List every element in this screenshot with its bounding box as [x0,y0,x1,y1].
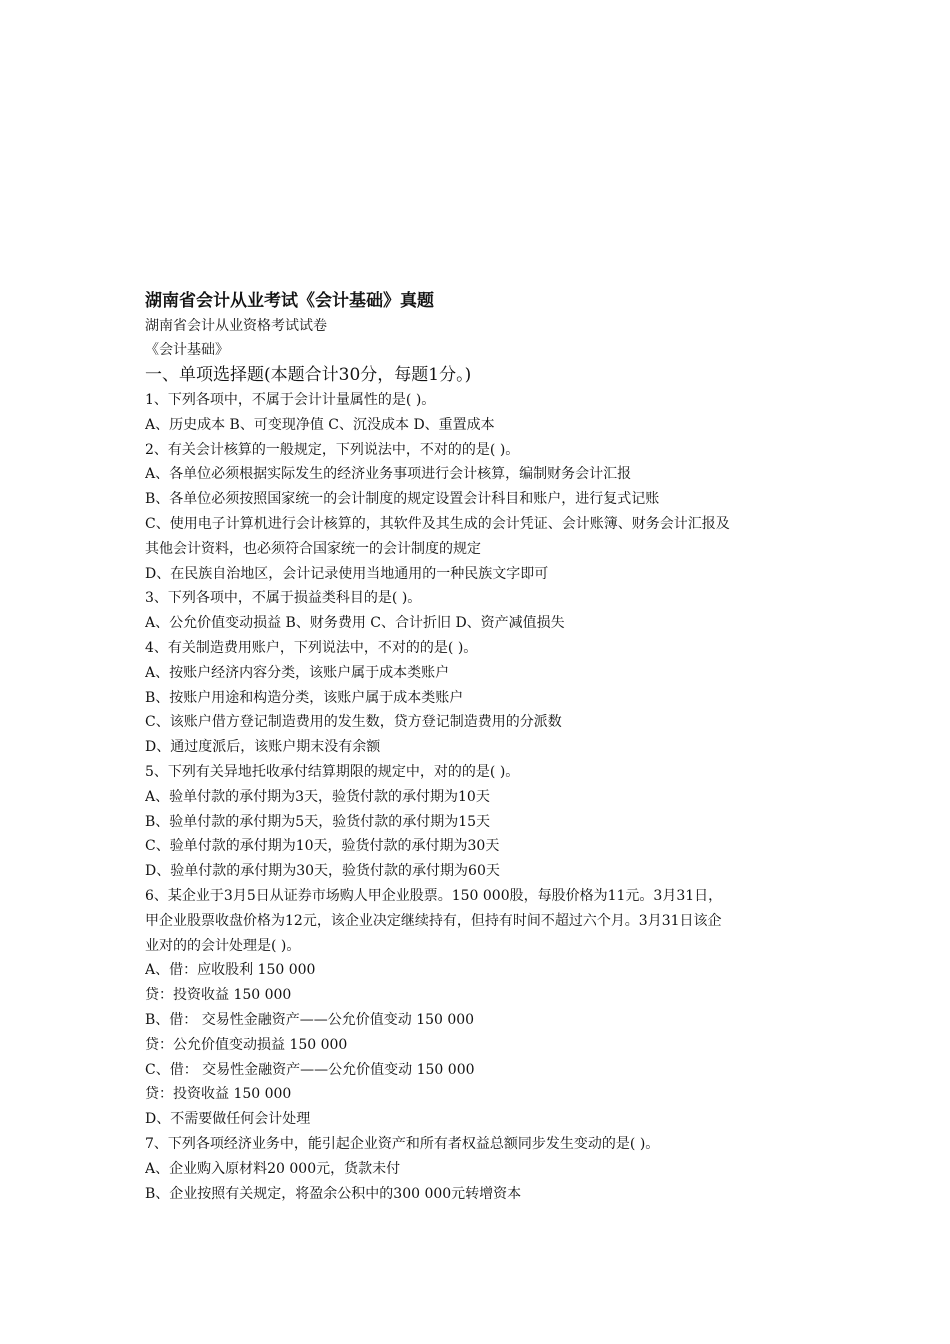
text-line: A、企业购入原材料20 000元，货款未付 [145,1160,401,1177]
document-content [145,288,815,1206]
text-line: 3、下列各项中，不属于损益类科目的是( )。 [145,590,422,607]
document-subtitle: 湖南省会计从业资格考试试卷 [145,318,327,334]
text-line: C、验单付款的承付期为10天，验货付款的承付期为30天 [145,838,500,855]
text-line: 其他会计资料，也必须符合国家统一的会计制度的规定 [145,540,481,557]
section-heading: 一、单项选择题(本题合计30分，每题1分。) [145,365,472,385]
subject-name: 《会计基础》 [145,342,229,358]
text-line: 1、下列各项中，不属于会计计量属性的是( )。 [145,392,436,408]
text-line: A、各单位必须根据实际发生的经济业务事项进行会计核算，编制财务会计汇报 [145,466,632,483]
text-line: B、借： 交易性金融资产——公允价值变动 150 000 [145,1011,475,1028]
text-line: 7、下列各项经济业务中，能引起企业资产和所有者权益总额同步发生变动的是( )。 [145,1135,660,1152]
text-line: 2、有关会计核算的一般规定，下列说法中，不对的的是( )。 [145,441,520,458]
text-line: 4、有关制造费用账户，下列说法中，不对的的是( )。 [145,639,478,656]
text-line: C、该账户借方登记制造费用的发生数，贷方登记制造费用的分派数 [145,714,562,731]
text-line: C、使用电子计算机进行会计核算的，其软件及其生成的会计凭证、会计账簿、财务会计汇报及 [145,515,730,532]
text-line: B、各单位必须按照国家统一的会计制度的规定设置会计科目和账户，进行复式记账 [145,491,660,508]
text-line: 5、下列有关异地托收承付结算期限的规定中，对的的是( )。 [145,763,520,780]
question-lines [145,388,815,1206]
text-line: C、借： 交易性金融资产——公允价值变动 150 000 [145,1061,475,1078]
text-line: D、通过度派后，该账户期末没有余额 [145,739,381,756]
text-line: A、验单付款的承付期为3天，验货付款的承付期为10天 [145,788,490,805]
text-line: A、借：应收股利 150 000 [145,962,316,979]
text-line: 甲企业股票收盘价格为12元，该企业决定继续持有，但持有时间不超过六个月。3月31日该企 [145,912,722,929]
text-line: A、按账户经济内容分类，该账户属于成本类账户 [145,664,450,681]
text-line: B、按账户用途和构造分类，该账户属于成本类账户 [145,689,464,706]
text-line: D、验单付款的承付期为30天，验货付款的承付期为60天 [145,863,500,880]
text-line: 贷：投资收益 150 000 [145,987,292,1004]
text-line: 贷：公允价值变动损益 150 000 [145,1036,348,1053]
text-line: 业对的的会计处理是( )。 [145,937,301,954]
document-title: 湖南省会计从业考试《会计基础》真题 [145,291,434,311]
text-line: B、验单付款的承付期为5天，验货付款的承付期为15天 [145,813,491,830]
text-line: 贷：投资收益 150 000 [145,1086,292,1103]
text-line: A、历史成本 B、可变现净值 C、沉没成本 D、重置成本 [145,416,495,433]
text-line: B、企业按照有关规定，将盈余公积中的300 000元转增资本 [145,1185,522,1202]
text-line: D、不需要做任何会计处理 [145,1111,311,1128]
text-line: D、在民族自治地区，会计记录使用当地通用的一种民族文字即可 [145,565,549,582]
text-line: 6、某企业于3月5日从证券市场购人甲企业股票。150 000股，每股价格为11元。3月31日， [145,887,723,904]
text-line: A、公允价值变动损益 B、财务费用 C、合计折旧 D、资产减值损失 [145,615,565,632]
